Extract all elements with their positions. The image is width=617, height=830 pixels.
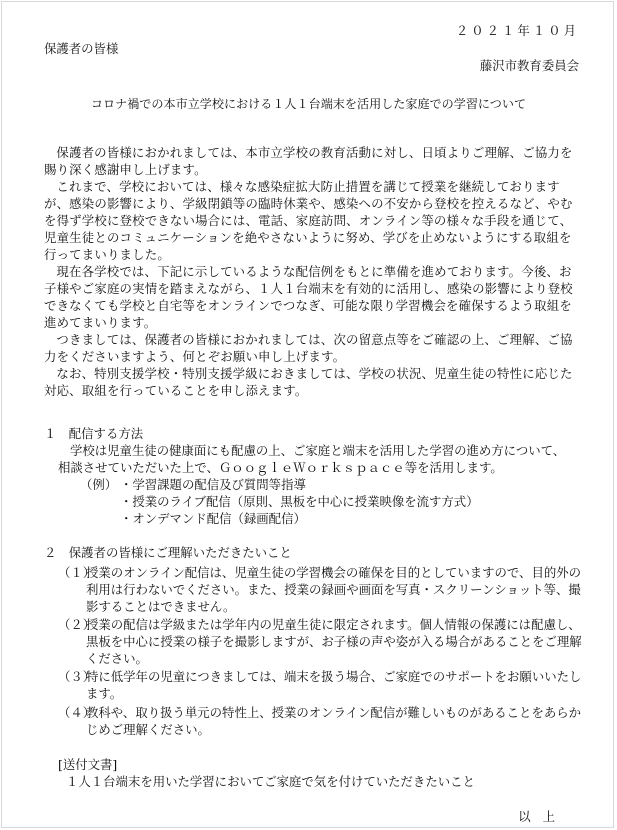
sender: 藤沢市教育委員会 — [479, 58, 579, 73]
item-number: （３） — [58, 669, 96, 684]
list-item — [58, 616, 588, 667]
document-title: コロナ禍での本市立学校における１人１台端末を活用した家庭での学習について — [90, 97, 527, 111]
list-item — [58, 704, 588, 738]
item-text: 特に低学年の児童につきましては、端末を扱う場合、ご家庭でのサポートをお願いいたします。 — [86, 669, 582, 701]
intro-paragraph: なお、特別支援学校・特別支援学級におきましては、学校の状況、児童生徒の特性に応じた対応、取組を行っていることを申し添えます。 — [44, 366, 573, 398]
example-item: ・学習課題の配信及び質問等指導 — [120, 477, 306, 492]
intro-body — [44, 144, 581, 399]
closing-mark: 以上 — [518, 809, 567, 824]
attachment-item: １人１台端末を用いた学習においてご家庭で気を付けていただきたいこと — [66, 774, 475, 789]
document-date: ２０２１年１０月 — [455, 23, 579, 38]
item-number: （２） — [58, 617, 96, 632]
intro-paragraph: 保護者の皆様におかれましては、本市立学校の教育活動に対し、日頃よりご理解、ご協力を賜り深く感謝申し上げます。 — [44, 145, 573, 177]
section1-heading: １ 配信する方法 — [44, 426, 144, 441]
item-text: 教科や、取り扱う単元の特性上、授業のオンライン配信が難しいものがあることをあらかじめご理解ください。 — [86, 705, 582, 737]
section2-heading: ２ 保護者の皆様にご理解いただきたいこと — [44, 545, 292, 560]
intro-paragraph: 現在各学校では、下記に示しているような配信例をもとに準備を進めております。今後、お子様やご家庭の実情を踏まえながら、１人１台端末を有効的に活用し、感染の影響により登校できなくても学校と自宅等をオンラインでつなぎ、可能な限り学習機会を確保するよう取組を進めてまいります。 — [44, 264, 573, 330]
list-item — [58, 668, 588, 702]
recipient: 保護者の皆様 — [44, 41, 119, 56]
item-text: 授業のオンライン配信は、児童生徒の学習機会の確保を目的としていますので、目的外の利用は行わないでください。また、授業の録画や画面を写真・スクリーンショット等、撮影することはできません。 — [86, 565, 582, 614]
attachment-label: [送付文書] — [58, 757, 118, 772]
item-number: （１） — [58, 565, 96, 580]
item-text: 授業の配信は学級または学年内の児童生徒に限定されます。個人情報の保護には配慮し、黒板を中心に授業の様子を撮影しますが、お子様の声や姿が入る場合があることをご理解ください。 — [86, 617, 582, 666]
example-item: ・授業のライブ配信（原則、黒板を中心に授業映像を流す方式） — [120, 494, 479, 509]
example-item: ・オンデマンド配信（録画配信） — [120, 511, 306, 526]
item-number: （４） — [58, 705, 96, 720]
intro-paragraph: これまで、学校においては、様々な感染症拡大防止措置を講じて授業を継続しておりますが、感染の影響により、学級閉鎖等の臨時休業や、感染への不安から登校を控えるなど、やむを得ず学校に登校できない場合には、電話、家庭訪問、オンライン等の様々な手段を通じて、児童生徒とのコミュニケーションを絶やさないように努め、学びを止めないようにする取組を行ってまいりました。 — [44, 179, 573, 262]
section1-text: 相談させていただいた上で、ＧｏｏｇｌｅＷｏｒｋｓｐａｃｅ等を活用します。 — [58, 460, 503, 475]
example-label: （例） — [80, 477, 118, 492]
list-item — [58, 564, 588, 615]
section1-text: 学校は児童生徒の健康面にも配慮の上、ご家庭と端末を活用した学習の進め方について、 — [70, 443, 566, 458]
intro-paragraph: つきましては、保護者の皆様におかれましては、次の留意点等をご確認の上、ご理解、ご協力をくださいますよう、何とぞお願い申し上げます。 — [44, 332, 573, 364]
